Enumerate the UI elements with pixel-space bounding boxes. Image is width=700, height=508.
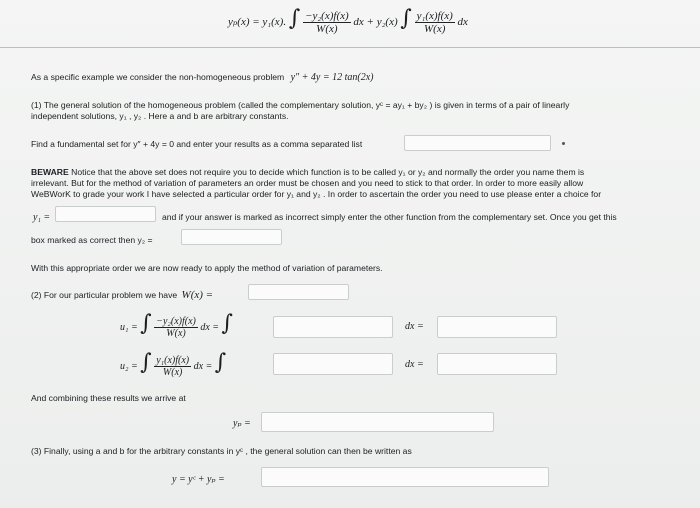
combine-text: And combining these results we arrive at xyxy=(31,393,186,403)
y1-input[interactable] xyxy=(55,206,156,222)
wronskian-label: W(x) = xyxy=(181,289,214,301)
top-fraction-2 xyxy=(415,10,455,35)
part2-line xyxy=(31,290,213,301)
top-formula-mid: dx + y₂(x) xyxy=(353,16,398,28)
intro-equation: y″ + 4y = 12 tan(2x) xyxy=(290,72,374,83)
y2-input[interactable] xyxy=(181,229,282,245)
beware-line3: WeBWorK to grade your work I have selected a particular order for y₁ and y₂ . In order to ascertain the order you need to use please enter a choice for xyxy=(31,189,602,199)
u1-fraction-den: W(x) xyxy=(166,328,186,340)
u1-fraction xyxy=(154,316,198,339)
beware-line4: and if your answer is marked as incorrect simply enter the other function from the complementary set. Once you get this xyxy=(162,212,617,222)
intro-line xyxy=(31,72,374,83)
u2-fraction-den: W(x) xyxy=(162,367,183,379)
status-dot-icon xyxy=(562,142,565,145)
beware-line2: irrelevant. But for the method of variation of parameters an order must be chosen and you need to stick to that order. In order to more easily allow xyxy=(31,178,584,188)
part3-text: (3) Finally, using a and b for the arbitrary constants in yᶜ , the general solution can then be written as xyxy=(31,446,412,456)
beware-line1 xyxy=(31,167,584,178)
u1-formula xyxy=(120,311,233,339)
u2-tail: dx = xyxy=(193,361,213,372)
u1-tail: dx = xyxy=(200,322,220,333)
top-fraction-1 xyxy=(303,10,351,35)
vop-text: With this appropriate order we are now ready to apply the method of variation of parameters. xyxy=(31,263,383,273)
general-solution-label: y = yᶜ + yₚ = xyxy=(172,474,225,485)
part1-line2: independent solutions, y₁ , y₂ . Here a and b are arbitrary constants. xyxy=(31,111,289,121)
top-fraction-2-den: W(x) xyxy=(424,22,446,35)
u1-fraction-num: −y₂(x)f(x) xyxy=(156,316,196,328)
u2-formula xyxy=(120,350,226,378)
integral-sign: ∫ xyxy=(288,6,301,31)
top-formula-lhs: yₚ(x) = y₁(x). xyxy=(228,16,287,28)
yp-input[interactable] xyxy=(261,412,494,432)
top-formula xyxy=(228,6,468,35)
top-fraction-1-den: W(x) xyxy=(316,22,338,35)
top-fraction-1-num: −y₂(x)f(x) xyxy=(305,9,349,22)
fundamental-set-input[interactable] xyxy=(404,135,551,151)
fundamental-set-prompt: Find a fundamental set for y″ + 4y = 0 and enter your results as a comma separated list xyxy=(31,139,363,149)
u2-fraction-num: y₁(x)f(x) xyxy=(156,355,190,367)
u2-label: u₂ = xyxy=(120,361,138,372)
top-fraction-2-num: y₁(x)f(x) xyxy=(416,9,453,22)
integral-sign: ∫ xyxy=(214,350,227,375)
u1-label: u₁ = xyxy=(120,322,138,333)
u2-result-input[interactable] xyxy=(437,353,557,375)
u2-integrand-input[interactable] xyxy=(273,353,393,375)
beware-line1-text: Notice that the above set does not require you to decide which function is to be called y₁ or y₂ and normally the order you name them is xyxy=(68,167,585,177)
yp-label: yₚ = xyxy=(233,418,251,429)
part2-text: (2) For our particular problem we have xyxy=(31,290,178,300)
separator-rule xyxy=(0,47,700,48)
y1-label: y₁ = xyxy=(33,212,51,223)
beware-line5: box marked as correct then y₂ = xyxy=(31,235,153,245)
u1-result-input[interactable] xyxy=(437,316,557,338)
integral-sign: ∫ xyxy=(400,6,412,31)
u2-dx-label: dx = xyxy=(405,359,424,370)
integral-sign: ∫ xyxy=(221,311,233,336)
u1-integrand-input[interactable] xyxy=(273,316,393,338)
integral-sign: ∫ xyxy=(140,311,152,336)
u1-dx-label: dx = xyxy=(405,321,424,332)
intro-text: As a specific example we consider the non-homogeneous problem xyxy=(31,72,285,82)
beware-label: BEWARE xyxy=(31,167,69,177)
u2-fraction xyxy=(154,355,191,378)
part1-line1: (1) The general solution of the homogeneous problem (called the complementary solution, yᶜ = ay₁ + by₂ ) is given in terms of a pair of linearly xyxy=(31,100,570,110)
wronskian-input[interactable] xyxy=(248,284,349,300)
general-solution-input[interactable] xyxy=(261,467,549,487)
integral-sign: ∫ xyxy=(140,350,152,375)
top-formula-end: dx xyxy=(457,16,468,28)
